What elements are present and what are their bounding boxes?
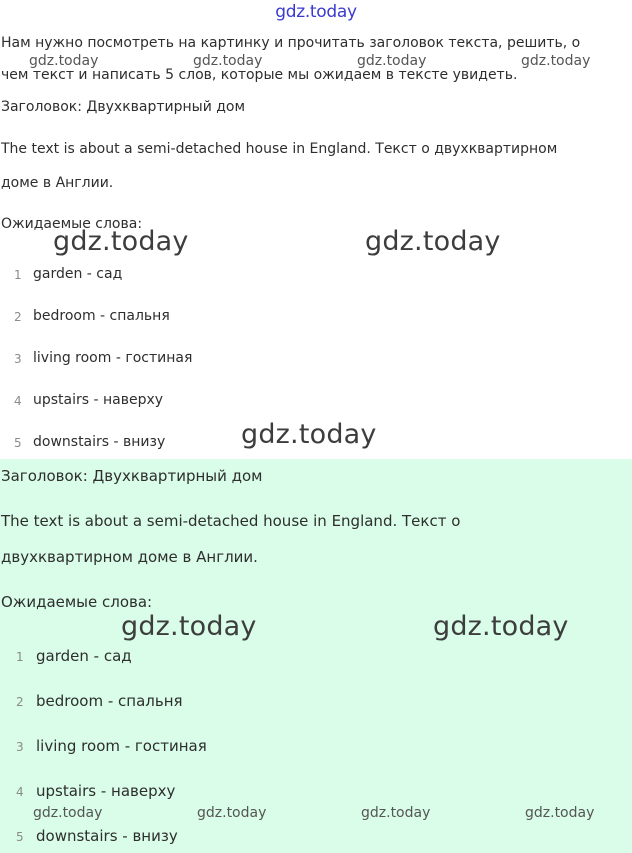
list-item-number: 2 bbox=[16, 695, 24, 709]
list-item: downstairs - внизу bbox=[36, 827, 178, 845]
list-item-number: 5 bbox=[14, 436, 22, 450]
list-item: garden - сад bbox=[33, 266, 123, 282]
list-item-number: 5 bbox=[16, 830, 24, 844]
list-item-number: 4 bbox=[16, 785, 24, 799]
description-line-1: The text is about a semi-detached house in England. Текст о bbox=[1, 512, 461, 530]
watermark: gdz.today bbox=[241, 419, 377, 450]
section-heading: Заголовок: Двухквартирный дом bbox=[1, 467, 263, 485]
list-item: upstairs - наверху bbox=[33, 392, 164, 408]
list-item-number: 4 bbox=[14, 394, 22, 408]
task-text-line-2: чем текст и написать 5 слов, которые мы ожидаем в тексте увидеть. bbox=[1, 67, 518, 83]
expected-words-label: Ожидаемые слова: bbox=[1, 593, 153, 611]
watermark: gdz.today bbox=[433, 611, 569, 642]
list-item-number: 2 bbox=[14, 310, 22, 324]
list-item: garden - сад bbox=[36, 647, 132, 665]
list-item: living room - гостиная bbox=[36, 737, 207, 755]
watermark: gdz.today bbox=[361, 805, 431, 821]
list-item-number: 1 bbox=[16, 650, 24, 664]
list-item: bedroom - спальня bbox=[36, 692, 183, 710]
description-line-2: двухквартирном доме в Англии. bbox=[1, 548, 258, 566]
watermark: gdz.today bbox=[121, 611, 257, 642]
watermark: gdz.today bbox=[197, 805, 267, 821]
task-text-line-1: Нам нужно посмотреть на картинку и прочитать заголовок текста, решить, о bbox=[1, 35, 581, 51]
list-item: living room - гостиная bbox=[33, 350, 193, 366]
watermark: gdz.today bbox=[193, 53, 263, 69]
section-heading: Заголовок: Двухквартирный дом bbox=[1, 99, 246, 115]
site-logo[interactable]: gdz.today bbox=[275, 2, 357, 22]
expected-words-label: Ожидаемые слова: bbox=[1, 216, 143, 232]
list-item: upstairs - наверху bbox=[36, 782, 176, 800]
watermark: gdz.today bbox=[33, 805, 103, 821]
watermark: gdz.today bbox=[29, 53, 99, 69]
watermark: gdz.today bbox=[525, 805, 595, 821]
list-item-number: 3 bbox=[16, 740, 24, 754]
list-item-number: 3 bbox=[14, 352, 22, 366]
list-item-number: 1 bbox=[14, 268, 22, 282]
watermark: gdz.today bbox=[365, 226, 501, 257]
list-item: bedroom - спальня bbox=[33, 308, 170, 324]
description-line-2: доме в Англии. bbox=[1, 175, 114, 191]
list-item: downstairs - внизу bbox=[33, 434, 166, 450]
watermark: gdz.today bbox=[53, 226, 189, 257]
watermark: gdz.today bbox=[357, 53, 427, 69]
watermark: gdz.today bbox=[521, 53, 591, 69]
description-line-1: The text is about a semi-detached house in England. Текст о двухквартирном bbox=[1, 141, 558, 157]
